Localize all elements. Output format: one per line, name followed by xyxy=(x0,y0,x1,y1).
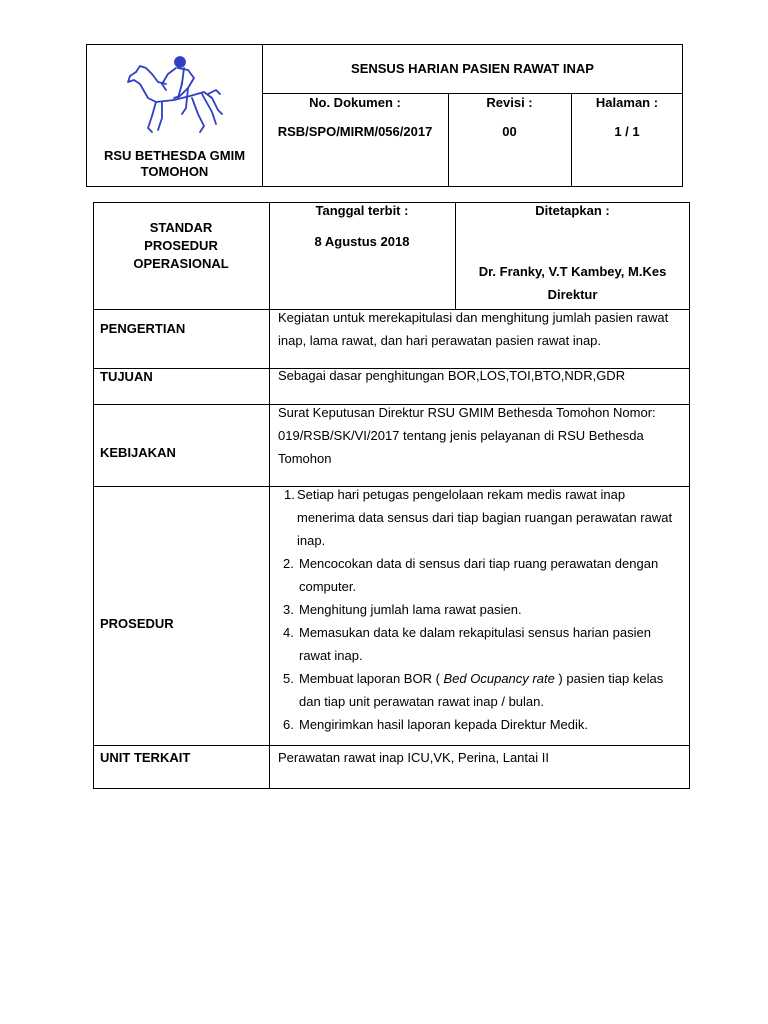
sop-type-label: STANDAR PROSEDUR OPERASIONAL xyxy=(133,220,229,271)
tujuan-text: Sebagai dasar penghitungan BOR,LOS,TOI,BTO,NDR,GDR xyxy=(278,368,626,383)
revision-value: 00 xyxy=(502,124,517,139)
prosedur-steps xyxy=(271,483,681,736)
procedure-step: 6. Mengirimkan hasil laporan kepada Direktur Medik. xyxy=(283,717,589,732)
issued-date: 8 Agustus 2018 xyxy=(314,234,410,249)
hospital-logo xyxy=(122,54,226,138)
tujuan-label: TUJUAN xyxy=(100,369,153,384)
procedure-step: 1. Setiap hari petugas pengelolaan rekam medis rawat inap menerima data sensus dari tiap bagian ruangan perawatan rawat inap. xyxy=(284,487,673,548)
approver-name: Dr. Franky, V.T Kambey, M.Kes xyxy=(478,264,667,279)
procedure-step: 3. Menghitung jumlah lama rawat pasien. xyxy=(283,602,522,617)
approver-title: Direktur xyxy=(547,287,598,302)
prosedur-label: PROSEDUR xyxy=(100,616,174,631)
pengertian-text: Kegiatan untuk merekapitulasi dan menghitung jumlah pasien rawat inap, lama rawat, dan hari perawatan pasien rawat inap. xyxy=(278,310,669,348)
kebijakan-text: Surat Keputusan Direktur RSU GMIM Bethesda Tomohon Nomor: 019/RSB/SK/VI/2017 tentang jenis pelayanan di RSU Bethesda Tomohon xyxy=(278,405,656,466)
issued-label: Tanggal terbit : xyxy=(315,203,409,218)
page-label: Halaman : xyxy=(595,95,659,110)
doc-no-value: RSB/SPO/MIRM/056/2017 xyxy=(277,124,433,139)
doc-no-label: No. Dokumen : xyxy=(309,95,401,110)
institution-name: RSU BETHESDA GMIM TOMOHON xyxy=(103,148,246,179)
procedure-step: 4. Memasukan data ke dalam rekapitulasi sensus harian pasien rawat inap. xyxy=(283,625,651,663)
unit-terkait-label: UNIT TERKAIT xyxy=(100,750,191,765)
approved-label: Ditetapkan : xyxy=(535,203,610,218)
pengertian-label: PENGERTIAN xyxy=(100,321,186,336)
kebijakan-label: KEBIJAKAN xyxy=(100,445,176,460)
unit-terkait-text: Perawatan rawat inap ICU,VK, Perina, Lantai II xyxy=(278,750,549,765)
procedure-step: 5. Membuat laporan BOR ( Bed Ocupancy rate ) pasien tiap kelas dan tiap unit perawatan rawat inap / bulan. xyxy=(283,671,664,709)
document-title: SENSUS HARIAN PASIEN RAWAT INAP xyxy=(351,61,594,76)
page-value: 1 / 1 xyxy=(614,124,640,139)
procedure-step: 2. Mencocokan data di sensus dari tiap ruang perawatan dengan computer. xyxy=(283,556,659,594)
revision-label: Revisi : xyxy=(486,95,533,110)
